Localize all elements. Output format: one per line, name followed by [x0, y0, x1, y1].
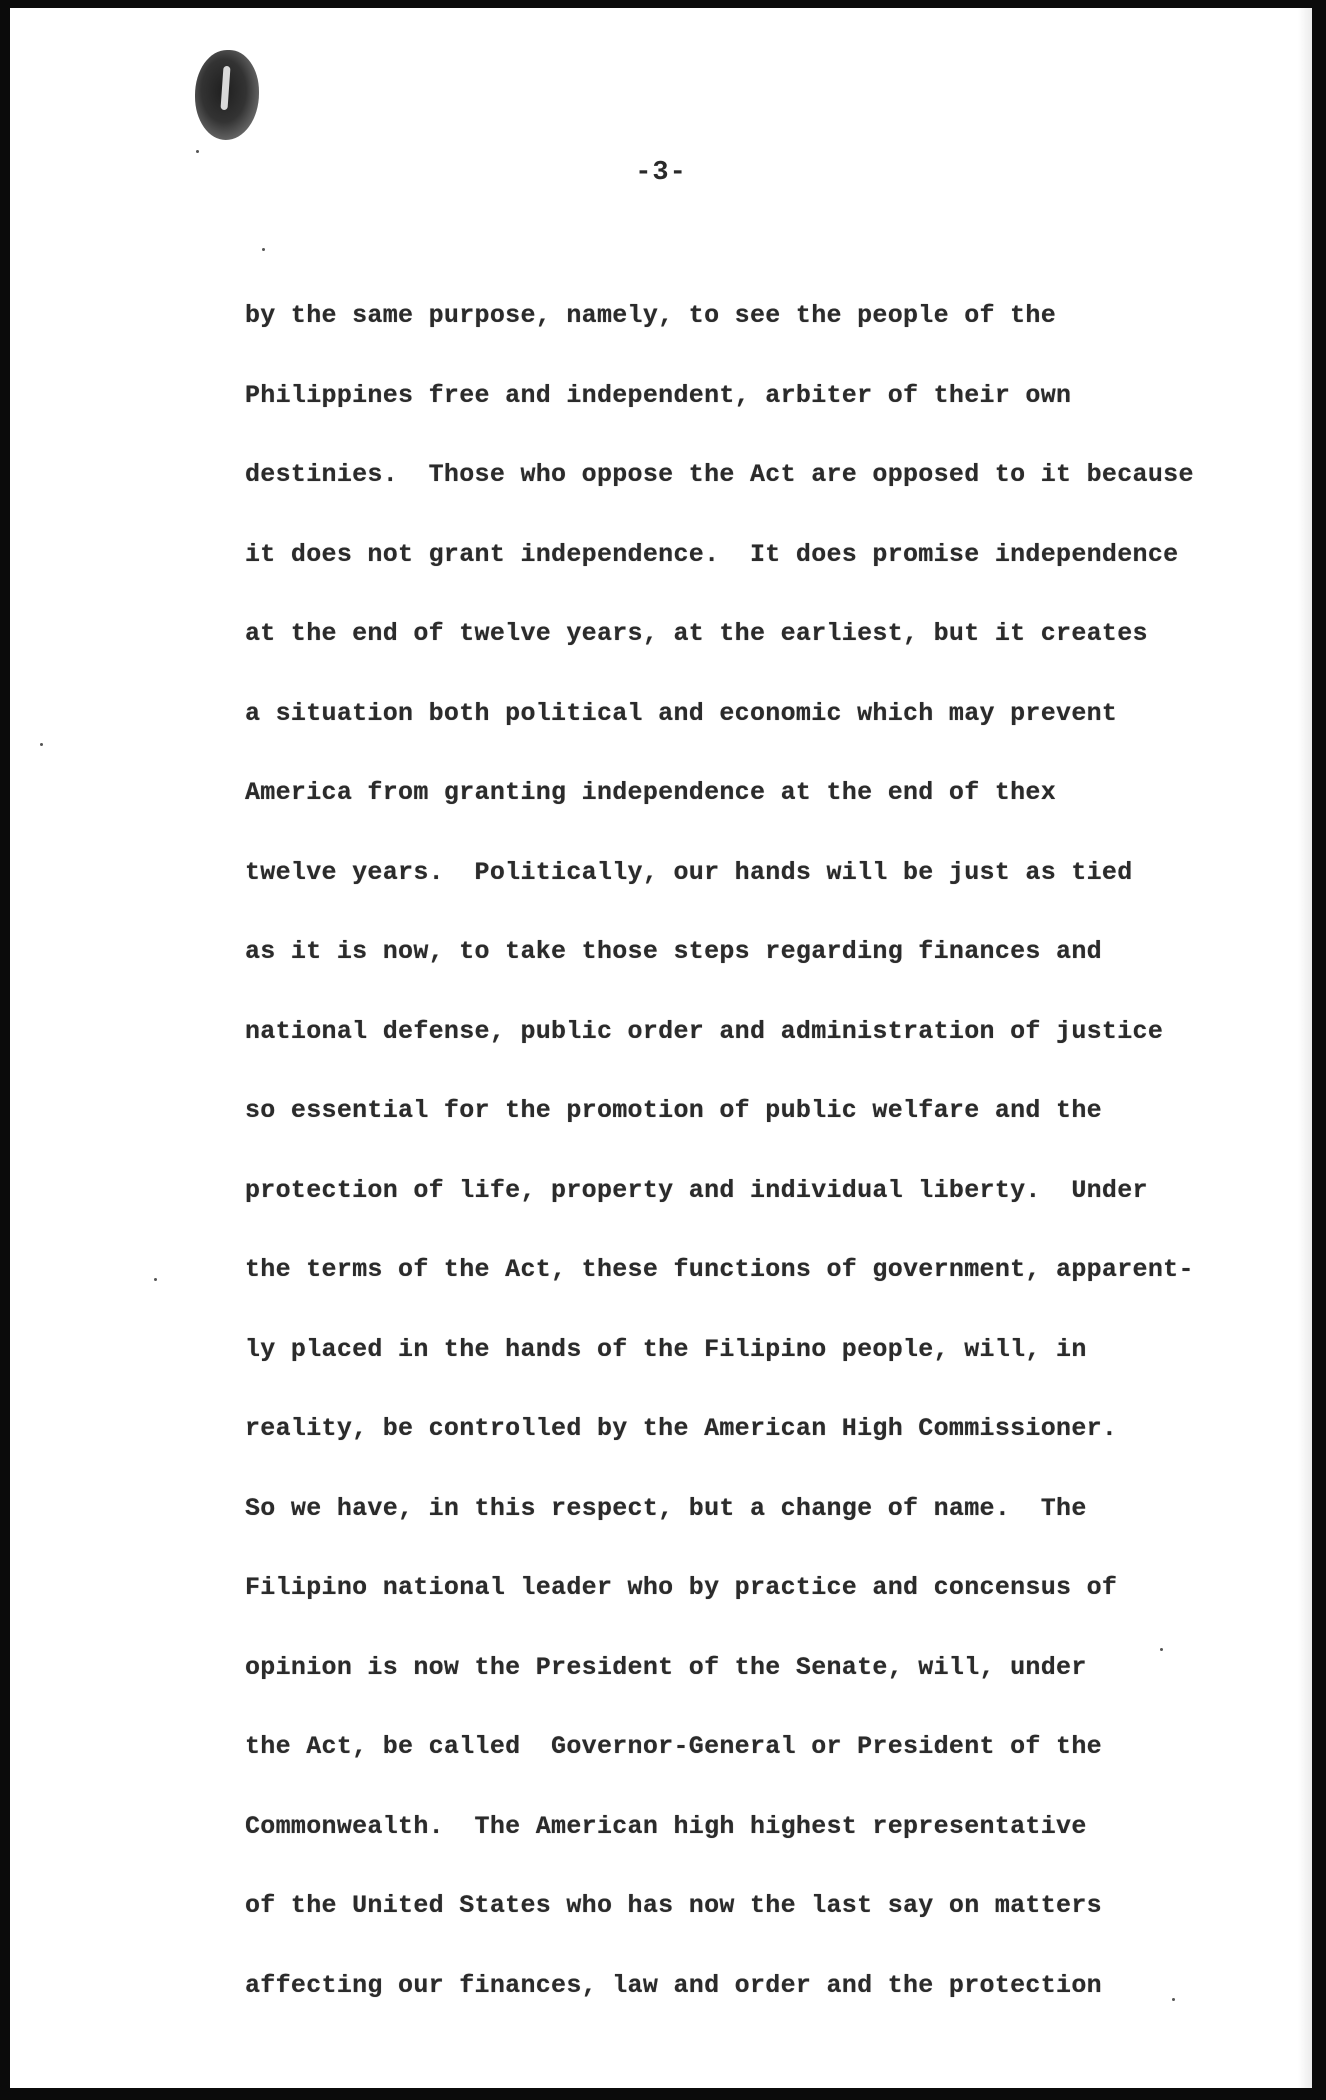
text-line: Filipino national leader who by practice and concensus of: [245, 1573, 1118, 1602]
paper-speck: [40, 743, 43, 746]
text-line: by the same purpose, namely, to see the people of the: [245, 301, 1057, 330]
paper-speck: [154, 1278, 157, 1281]
text-line: opinion is now the President of the Senate, will, under: [245, 1652, 1087, 1682]
paper-speck: [196, 150, 199, 153]
text-line: it does not grant independence. It does promise independence: [245, 539, 1179, 569]
text-line: a situation both political and economic which may prevent: [245, 698, 1118, 728]
text-line: so essential for the promotion of public welfare and the: [245, 1096, 1102, 1125]
text-line: the Act, be called Governor-General or President of the: [245, 1732, 1102, 1761]
text-line: destinies. Those who oppose the Act are opposed to it because: [245, 460, 1194, 489]
text-line: at the end of twelve years, at the earliest, but it creates: [245, 619, 1148, 648]
text-line: So we have, in this respect, but a change of name. The: [245, 1493, 1087, 1523]
page-edge-shadow: [1298, 8, 1312, 2088]
document-page: [10, 8, 1312, 2088]
text-line: national defense, public order and administration of justice: [245, 1016, 1164, 1046]
text-line: protection of life, property and individual liberty. Under: [245, 1175, 1148, 1205]
text-line: of the United States who has now the last say on matters: [245, 1891, 1102, 1920]
text-line: twelve years. Politically, our hands will be just as tied: [245, 857, 1133, 887]
text-line: affecting our finances, law and order and the protection: [245, 1970, 1102, 2000]
text-line: as it is now, to take those steps regarding finances and: [245, 937, 1102, 966]
page-number: -3-: [635, 158, 687, 188]
text-line: Philippines free and independent, arbiter of their own: [245, 380, 1072, 410]
paper-speck: [262, 248, 265, 251]
body-text: [245, 276, 1265, 2025]
text-line: Commonwealth. The American high highest representative: [245, 1811, 1087, 1841]
text-line: reality, be controlled by the American High Commissioner.: [245, 1414, 1118, 1443]
text-line: ly placed in the hands of the Filipino people, will, in: [245, 1334, 1087, 1364]
text-line: America from granting independence at the end of thex: [245, 778, 1057, 807]
text-line: the terms of the Act, these functions of government, apparent-: [245, 1255, 1194, 1284]
